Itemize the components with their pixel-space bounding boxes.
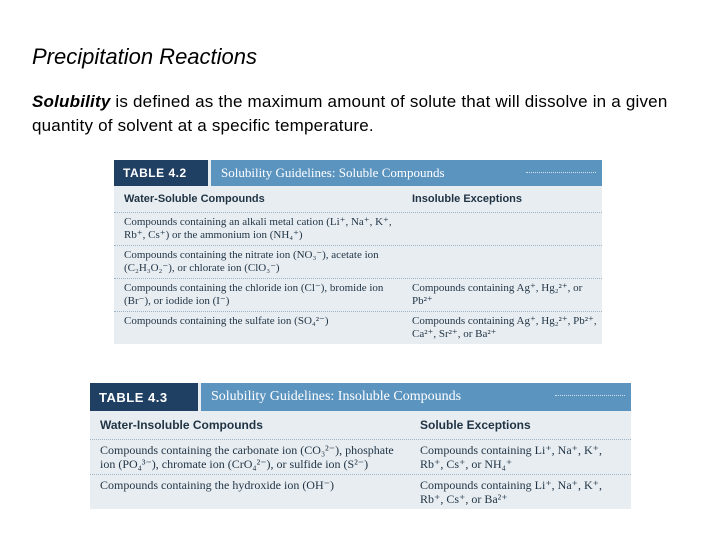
soluble-compounds-table bbox=[114, 160, 602, 344]
exception-cell: Compounds containing Ag⁺, Hg₂²⁺, or Pb²⁺ bbox=[412, 282, 583, 307]
exception-cell: Compounds containing Li⁺, Na⁺, K⁺, Rb⁺, Cs⁺, or NH₄⁺ bbox=[420, 443, 602, 471]
table-row bbox=[114, 213, 602, 246]
compound-cell: Compounds containing the carbonate ion (CO₃²⁻), phosphate ion (PO₄³⁻), chromate ion (CrO₄²⁻), or sulfide ion (S²⁻) bbox=[100, 443, 394, 471]
table-row bbox=[90, 475, 631, 509]
column-header: Insoluble Exceptions bbox=[412, 193, 523, 205]
table-caption: Solubility Guidelines: Insoluble Compounds bbox=[211, 389, 462, 404]
compound-cell: Compounds containing the hydroxide ion (OH⁻) bbox=[100, 478, 334, 492]
exception-cell bbox=[406, 246, 602, 278]
column-header: Soluble Exceptions bbox=[420, 418, 531, 432]
compound-cell: Compounds containing the nitrate ion (NO₃⁻), acetate ion (C₂H₃O₂⁻), or chlorate ion (ClO₃⁻) bbox=[124, 249, 379, 274]
intro-text: is defined as the maximum amount of solute that will dissolve in a given quantity of solvent at a specific temperature. bbox=[32, 92, 668, 135]
insoluble-compounds-table bbox=[90, 383, 631, 509]
exception-cell: Compounds containing Ag⁺, Hg₂²⁺, Pb²⁺, Ca²⁺, Sr²⁺, or Ba²⁺ bbox=[412, 315, 597, 340]
table-number: TABLE 4.3 bbox=[90, 383, 198, 411]
table-number: TABLE 4.2 bbox=[114, 160, 208, 186]
column-header: Water-Insoluble Compounds bbox=[100, 418, 263, 432]
table-row bbox=[114, 279, 602, 312]
table-row bbox=[90, 440, 631, 475]
intro-term: Solubility bbox=[32, 92, 111, 111]
compound-cell: Compounds containing an alkali metal cation (Li⁺, Na⁺, K⁺, Rb⁺, Cs⁺) or the ammonium ion (NH₄⁺) bbox=[124, 216, 392, 241]
compound-cell: Compounds containing the chloride ion (Cl⁻), bromide ion (Br⁻), or iodide ion (I⁻) bbox=[124, 282, 384, 307]
intro-paragraph bbox=[32, 90, 702, 138]
exception-cell bbox=[406, 213, 602, 245]
column-header: Water-Soluble Compounds bbox=[124, 193, 265, 205]
exception-cell: Compounds containing Li⁺, Na⁺, K⁺, Rb⁺, Cs⁺, or Ba²⁺ bbox=[420, 478, 602, 506]
slide-title: Precipitation Reactions bbox=[32, 44, 258, 69]
compound-cell: Compounds containing the sulfate ion (SO₄²⁻) bbox=[124, 315, 329, 327]
caption-divider bbox=[526, 172, 596, 173]
caption-divider bbox=[555, 395, 625, 396]
table-row bbox=[114, 312, 602, 344]
table-caption: Solubility Guidelines: Soluble Compounds bbox=[221, 165, 445, 180]
table-row bbox=[114, 246, 602, 279]
